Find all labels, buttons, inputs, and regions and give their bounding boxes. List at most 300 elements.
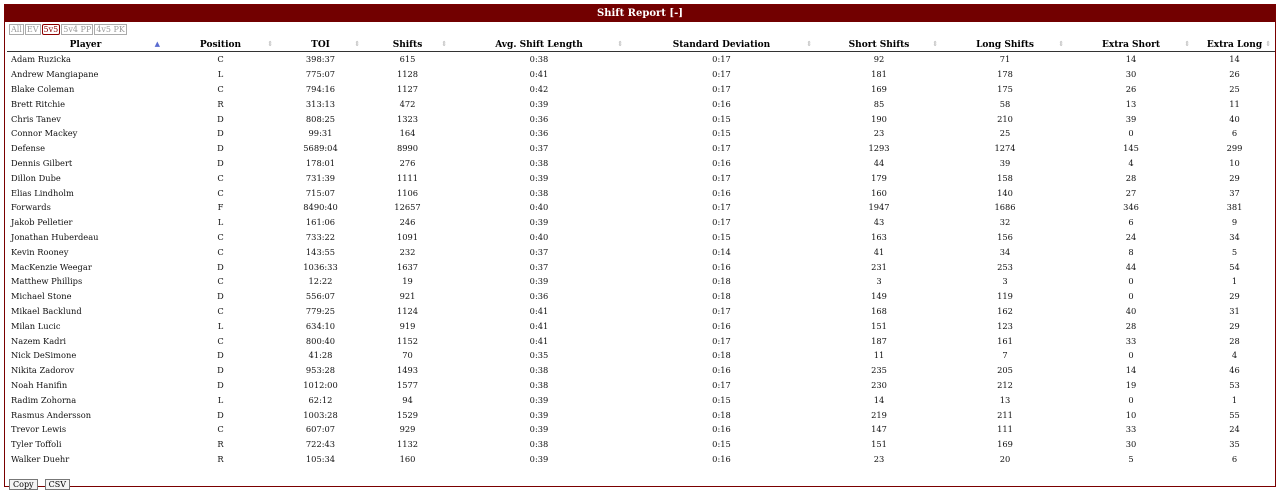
table-cell: 12657 — [394, 202, 421, 213]
table-cell: 71 — [999, 54, 1011, 65]
copy-button[interactable]: Copy — [9, 479, 38, 490]
table-cell: 151 — [871, 439, 887, 450]
table-cell: C — [217, 276, 224, 287]
player-name-cell: Andrew Mangiapane — [11, 69, 99, 80]
filter-tab-5v5[interactable]: 5v5 — [43, 25, 59, 34]
player-name-cell: Rasmus Andersson — [11, 409, 92, 420]
table-cell: 0:41 — [529, 335, 549, 346]
table-row — [7, 111, 1275, 126]
table-cell: 151 — [871, 320, 887, 331]
table-cell: 0:39 — [529, 217, 549, 228]
table-cell: 211 — [997, 409, 1013, 420]
table-cell: 169 — [997, 439, 1013, 450]
table-cell: 0:39 — [529, 409, 549, 420]
table-cell: 346 — [1123, 202, 1139, 213]
table-cell: 28 — [1125, 320, 1137, 331]
table-cell: 161 — [997, 335, 1013, 346]
player-name-cell: Michael Stone — [11, 291, 72, 302]
export-buttons — [9, 472, 72, 491]
table-row — [7, 452, 1275, 467]
table-cell: 919 — [399, 320, 416, 331]
sort-icon: ⇕ — [932, 39, 938, 48]
table-cell: 0:16 — [712, 157, 731, 168]
table-cell: 160 — [399, 453, 416, 464]
table-cell: D — [217, 128, 224, 139]
table-cell: 29 — [1229, 320, 1240, 331]
table-cell: 0:15 — [712, 113, 731, 124]
filter-tab-4v5-pk[interactable]: 4v5 PK — [96, 25, 125, 34]
table-cell: 232 — [399, 246, 416, 257]
table-cell: 24 — [1125, 231, 1137, 242]
table-cell: 94 — [402, 394, 413, 405]
table-cell: 0:17 — [712, 335, 731, 346]
table-cell: 1128 — [396, 69, 419, 80]
column-header-shifts[interactable] — [364, 38, 451, 52]
table-cell: 99:31 — [308, 128, 333, 139]
table-cell: 0:38 — [529, 365, 549, 376]
table-cell: 29 — [1229, 291, 1240, 302]
table-cell: 123 — [997, 320, 1013, 331]
column-header-label: Player — [69, 39, 102, 50]
table-cell: 219 — [871, 409, 887, 420]
table-row — [7, 200, 1275, 215]
table-cell: 0:16 — [712, 424, 731, 435]
table-cell: C — [217, 335, 224, 346]
table-cell: 212 — [997, 379, 1013, 390]
player-name-cell: Milan Lucic — [11, 320, 61, 331]
table-cell: D — [217, 379, 224, 390]
table-cell: 1577 — [396, 379, 419, 390]
table-cell: 1036:33 — [303, 261, 338, 272]
column-header-label: Extra Short — [1101, 39, 1161, 50]
table-cell: 0:42 — [529, 83, 549, 94]
table-cell: 0:15 — [712, 439, 731, 450]
sort-icon: ⇕ — [1265, 39, 1271, 48]
player-name-cell: Forwards — [11, 202, 51, 213]
table-cell: 20 — [999, 453, 1011, 464]
table-cell: 111 — [997, 424, 1013, 435]
table-cell: D — [217, 261, 224, 272]
table-cell: 23 — [873, 128, 885, 139]
table-cell: 8490:40 — [303, 202, 338, 213]
player-name-cell: Brett Ritchie — [11, 98, 66, 109]
table-cell: C — [217, 187, 224, 198]
table-cell: 0:17 — [712, 54, 731, 65]
table-cell: 0:38 — [529, 379, 549, 390]
column-header-label: Shifts — [392, 39, 423, 50]
player-name-cell: Dennis Gilbert — [11, 157, 73, 168]
table-cell: 3 — [876, 276, 882, 287]
table-cell: C — [217, 172, 224, 183]
table-cell: 34 — [999, 246, 1011, 257]
table-cell: 12:22 — [308, 276, 333, 287]
table-cell: 92 — [873, 54, 885, 65]
table-cell: L — [217, 394, 224, 405]
player-name-cell: Matthew Phillips — [11, 276, 83, 287]
table-cell: 190 — [871, 113, 887, 124]
table-cell: 246 — [399, 217, 416, 228]
table-cell: 0:39 — [529, 172, 549, 183]
table-cell: 0:16 — [712, 453, 731, 464]
table-row — [7, 378, 1275, 393]
column-header-short-shifts[interactable] — [816, 38, 942, 52]
player-name-cell: Noah Hanifin — [11, 379, 68, 390]
table-row — [7, 437, 1275, 452]
table-cell: D — [217, 157, 224, 168]
table-cell: L — [217, 217, 224, 228]
table-cell: 230 — [871, 379, 887, 390]
table-cell: 0:38 — [529, 187, 549, 198]
player-name-cell: Jonathan Huberdeau — [11, 231, 99, 242]
table-cell: 19 — [402, 276, 413, 287]
table-cell: 33 — [1125, 335, 1137, 346]
table-row — [7, 67, 1275, 82]
situation-filter-tabs — [5, 22, 1275, 38]
table-cell: 30 — [1125, 439, 1137, 450]
sort-icon: ⇕ — [267, 39, 273, 48]
table-cell: 9 — [1231, 217, 1238, 228]
csv-button[interactable]: CSV — [45, 479, 70, 490]
table-cell: 0:14 — [712, 246, 731, 257]
table-cell: 11 — [1229, 98, 1240, 109]
sort-icon: ⇕ — [354, 39, 360, 48]
table-cell: 556:07 — [305, 291, 336, 302]
table-cell: 26 — [1229, 69, 1240, 80]
table-row — [7, 363, 1275, 378]
player-name-cell: Jakob Pelletier — [11, 217, 73, 228]
table-cell: 1106 — [396, 187, 419, 198]
table-row — [7, 392, 1275, 407]
table-cell: 0:18 — [712, 350, 731, 361]
table-cell: 0 — [1128, 350, 1134, 361]
table-cell: R — [217, 98, 224, 109]
player-name-cell: Defense — [11, 143, 46, 154]
table-cell: R — [217, 453, 224, 464]
sort-icon: ⇕ — [617, 39, 623, 48]
panel-header[interactable] — [5, 5, 1275, 22]
column-header-long-shifts[interactable] — [942, 38, 1068, 52]
table-cell: 85 — [873, 98, 885, 109]
table-cell: 1293 — [868, 143, 890, 154]
table-cell: 164 — [399, 128, 416, 139]
table-cell: 143:55 — [305, 246, 336, 257]
column-header-player[interactable] — [7, 38, 164, 52]
table-cell: 794:16 — [305, 83, 336, 94]
table-cell: 14 — [1125, 365, 1137, 376]
table-cell: 1686 — [994, 202, 1016, 213]
table-cell: 0:15 — [712, 128, 731, 139]
table-cell: 731:39 — [305, 172, 336, 183]
table-cell: 0:39 — [529, 276, 549, 287]
filter-tab-5v4-pp[interactable]: 5v4 PP — [63, 25, 92, 34]
table-cell: 187 — [871, 335, 887, 346]
table-cell: L — [217, 320, 224, 331]
table-cell: 158 — [997, 172, 1013, 183]
table-row — [7, 126, 1275, 141]
player-name-cell: Nick DeSimone — [11, 350, 77, 361]
table-cell: 149 — [871, 291, 887, 302]
table-cell: 1127 — [396, 83, 419, 94]
table-cell: 13 — [1125, 98, 1137, 109]
table-cell: 7 — [1002, 350, 1008, 361]
table-cell: 775:07 — [305, 69, 336, 80]
table-cell: 10 — [1125, 409, 1137, 420]
table-cell: 40 — [1125, 305, 1137, 316]
table-cell: 181 — [871, 69, 887, 80]
table-cell: 1274 — [994, 143, 1016, 154]
table-cell: C — [217, 83, 224, 94]
table-row — [7, 156, 1275, 171]
player-name-cell: Connor Mackey — [11, 128, 78, 139]
table-cell: 1529 — [396, 409, 419, 420]
column-header-extra-long[interactable] — [1194, 38, 1275, 52]
table-cell: 70 — [402, 350, 413, 361]
table-cell: 168 — [871, 305, 887, 316]
table-cell: 0:41 — [529, 320, 549, 331]
table-cell: 169 — [871, 83, 887, 94]
column-header-label: Long Shifts — [976, 39, 1034, 50]
table-cell: 1111 — [396, 172, 419, 183]
table-cell: 276 — [399, 157, 416, 168]
table-row — [7, 82, 1275, 97]
table-cell: 39 — [999, 157, 1011, 168]
table-cell: 179 — [871, 172, 887, 183]
table-cell: 145 — [1123, 143, 1139, 154]
table-cell: 921 — [399, 291, 416, 302]
table-cell: 26 — [1125, 83, 1137, 94]
table-cell: 779:25 — [305, 305, 336, 316]
table-cell: 58 — [999, 98, 1011, 109]
table-cell: 381 — [1226, 202, 1243, 213]
column-header-avg-shift-length[interactable] — [451, 38, 627, 52]
column-header-label: TOI — [311, 39, 330, 50]
table-cell: 0:17 — [712, 202, 731, 213]
sort-ascending-icon: ▲ — [154, 39, 160, 48]
table-row — [7, 96, 1275, 111]
table-cell: 1132 — [396, 439, 419, 450]
table-cell: C — [217, 424, 224, 435]
table-cell: 8 — [1128, 246, 1134, 257]
column-header-position[interactable] — [164, 38, 277, 52]
table-cell: 0:16 — [712, 320, 731, 331]
table-cell: 32 — [999, 217, 1011, 228]
table-cell: 1012:00 — [303, 379, 338, 390]
table-cell: 1124 — [396, 305, 419, 316]
table-cell: 634:10 — [305, 320, 336, 331]
table-row — [7, 215, 1275, 230]
table-cell: 0:16 — [712, 261, 731, 272]
table-row — [7, 230, 1275, 245]
column-header-label: Avg. Shift Length — [495, 39, 583, 50]
table-cell: 162 — [997, 305, 1013, 316]
table-cell: 0:18 — [712, 409, 731, 420]
table-cell: 28 — [1229, 335, 1240, 346]
table-cell: 43 — [873, 217, 885, 228]
table-row — [7, 289, 1275, 304]
table-cell: 41 — [873, 246, 885, 257]
shift-report-panel — [4, 4, 1276, 487]
table-cell: 808:25 — [305, 113, 336, 124]
column-header-label: Standard Deviation — [672, 39, 771, 50]
table-cell: D — [217, 350, 224, 361]
player-name-cell: Dillon Dube — [11, 172, 61, 183]
table-cell: 4 — [1128, 157, 1134, 168]
table-cell: 1323 — [396, 113, 419, 124]
table-cell: 0:17 — [712, 305, 731, 316]
table-cell: 27 — [1125, 187, 1137, 198]
table-cell: 253 — [997, 261, 1013, 272]
sort-icon: ⇕ — [806, 39, 812, 48]
column-header-label: Position — [199, 39, 242, 50]
table-cell: 29 — [1229, 172, 1240, 183]
table-cell: 14 — [1229, 54, 1240, 65]
column-header-label: Short Shifts — [848, 39, 910, 50]
table-cell: 0:40 — [529, 202, 549, 213]
table-cell: 0:40 — [529, 231, 549, 242]
table-cell: 0:16 — [712, 98, 731, 109]
table-cell: 0:36 — [529, 128, 549, 139]
table-cell: 175 — [997, 83, 1013, 94]
table-cell: 23 — [873, 453, 885, 464]
table-cell: 25 — [1229, 83, 1240, 94]
table-cell: 0:37 — [529, 246, 549, 257]
player-name-cell: Nazem Kadri — [11, 335, 67, 346]
column-header-standard-deviation[interactable] — [627, 38, 816, 52]
table-cell: 715:07 — [305, 187, 336, 198]
table-cell: 800:40 — [305, 335, 336, 346]
table-cell: 24 — [1229, 424, 1240, 435]
table-cell: 0:37 — [529, 143, 549, 154]
table-cell: 25 — [999, 128, 1011, 139]
table-cell: 0:17 — [712, 83, 731, 94]
table-cell: 0:38 — [529, 54, 549, 65]
table-cell: 0:39 — [529, 98, 549, 109]
table-cell: 119 — [997, 291, 1013, 302]
player-name-cell: Kevin Rooney — [11, 246, 69, 257]
table-cell: 0:17 — [712, 69, 731, 80]
shift-report-table — [7, 38, 1275, 466]
table-row — [7, 333, 1275, 348]
table-cell: 0:41 — [529, 305, 549, 316]
table-cell: 10 — [1229, 157, 1240, 168]
table-cell: 398:37 — [305, 54, 336, 65]
table-cell: 37 — [1229, 187, 1240, 198]
table-header-row — [7, 38, 1275, 52]
table-cell: 722:43 — [305, 439, 336, 450]
table-cell: 14 — [1125, 54, 1137, 65]
table-cell: 210 — [997, 113, 1013, 124]
table-cell: 0:35 — [529, 350, 549, 361]
panel-title[interactable]: Shift Report [-] — [596, 8, 683, 19]
table-cell: 3 — [1002, 276, 1008, 287]
table-cell: 147 — [871, 424, 887, 435]
table-cell: 0:17 — [712, 379, 731, 390]
column-header-toi[interactable] — [277, 38, 364, 52]
table-row — [7, 318, 1275, 333]
table-cell: 6 — [1231, 453, 1238, 464]
table-cell: 0:16 — [712, 187, 731, 198]
player-name-cell: Mikael Backlund — [11, 305, 82, 316]
table-cell: 62:12 — [308, 394, 333, 405]
table-cell: L — [217, 69, 224, 80]
table-cell: 30 — [1125, 69, 1137, 80]
table-cell: 161:06 — [305, 217, 336, 228]
table-cell: C — [217, 305, 224, 316]
player-name-cell: Tyler Toffoli — [11, 439, 62, 450]
table-cell: 313:13 — [305, 98, 336, 109]
table-cell: 11 — [873, 350, 885, 361]
table-row — [7, 407, 1275, 422]
table-cell: 1947 — [868, 202, 890, 213]
table-cell: 1003:28 — [303, 409, 338, 420]
table-cell: 0:16 — [712, 365, 731, 376]
table-cell: 0:36 — [529, 113, 549, 124]
table-cell: 1493 — [396, 365, 419, 376]
table-cell: 41:28 — [308, 350, 333, 361]
player-name-cell: Elias Lindholm — [11, 187, 74, 198]
table-cell: C — [217, 54, 224, 65]
table-row — [7, 259, 1275, 274]
table-cell: 160 — [871, 187, 887, 198]
player-name-cell: Trevor Lewis — [11, 424, 67, 435]
table-cell: D — [217, 291, 224, 302]
table-row — [7, 141, 1275, 156]
table-cell: 0 — [1128, 276, 1134, 287]
table-cell: 953:28 — [305, 365, 336, 376]
table-cell: 1 — [1231, 394, 1238, 405]
table-cell: 40 — [1229, 113, 1240, 124]
table-cell: 5689:04 — [303, 143, 338, 154]
table-cell: 235 — [871, 365, 887, 376]
table-cell: 8990 — [396, 143, 419, 154]
table-cell: 0:39 — [529, 424, 549, 435]
table-cell: 929 — [399, 424, 416, 435]
table-row — [7, 348, 1275, 363]
table-cell: 156 — [997, 231, 1013, 242]
sort-icon: ⇕ — [441, 39, 447, 48]
player-name-cell: Adam Ruzicka — [11, 54, 71, 65]
table-cell: 105:34 — [305, 453, 336, 464]
table-cell: 55 — [1229, 409, 1240, 420]
table-cell: 28 — [1125, 172, 1137, 183]
table-row — [7, 185, 1275, 200]
table-row — [7, 274, 1275, 289]
player-name-cell: Blake Coleman — [11, 83, 75, 94]
table-cell: 231 — [871, 261, 887, 272]
column-header-extra-short[interactable] — [1068, 38, 1194, 52]
filter-tab-all[interactable]: All — [11, 25, 22, 34]
table-cell: 0:17 — [712, 143, 731, 154]
table-cell: C — [217, 246, 224, 257]
filter-tab-ev[interactable]: EV — [26, 25, 39, 34]
table-cell: 0:37 — [529, 261, 549, 272]
table-cell: 733:22 — [305, 231, 336, 242]
table-row — [7, 422, 1275, 437]
table-cell: 205 — [997, 365, 1013, 376]
table-cell: 0:38 — [529, 439, 549, 450]
table-cell: 14 — [873, 394, 885, 405]
table-cell: 44 — [1125, 261, 1137, 272]
table-cell: 0:36 — [529, 291, 549, 302]
table-cell: 1637 — [396, 261, 419, 272]
table-cell: 0:18 — [712, 291, 731, 302]
table-cell: 0:41 — [529, 69, 549, 80]
table-cell: 19 — [1125, 379, 1137, 390]
table-cell: 178:01 — [305, 157, 336, 168]
table-cell: R — [217, 439, 224, 450]
table-cell: D — [217, 143, 224, 154]
table-cell: 6 — [1231, 128, 1238, 139]
